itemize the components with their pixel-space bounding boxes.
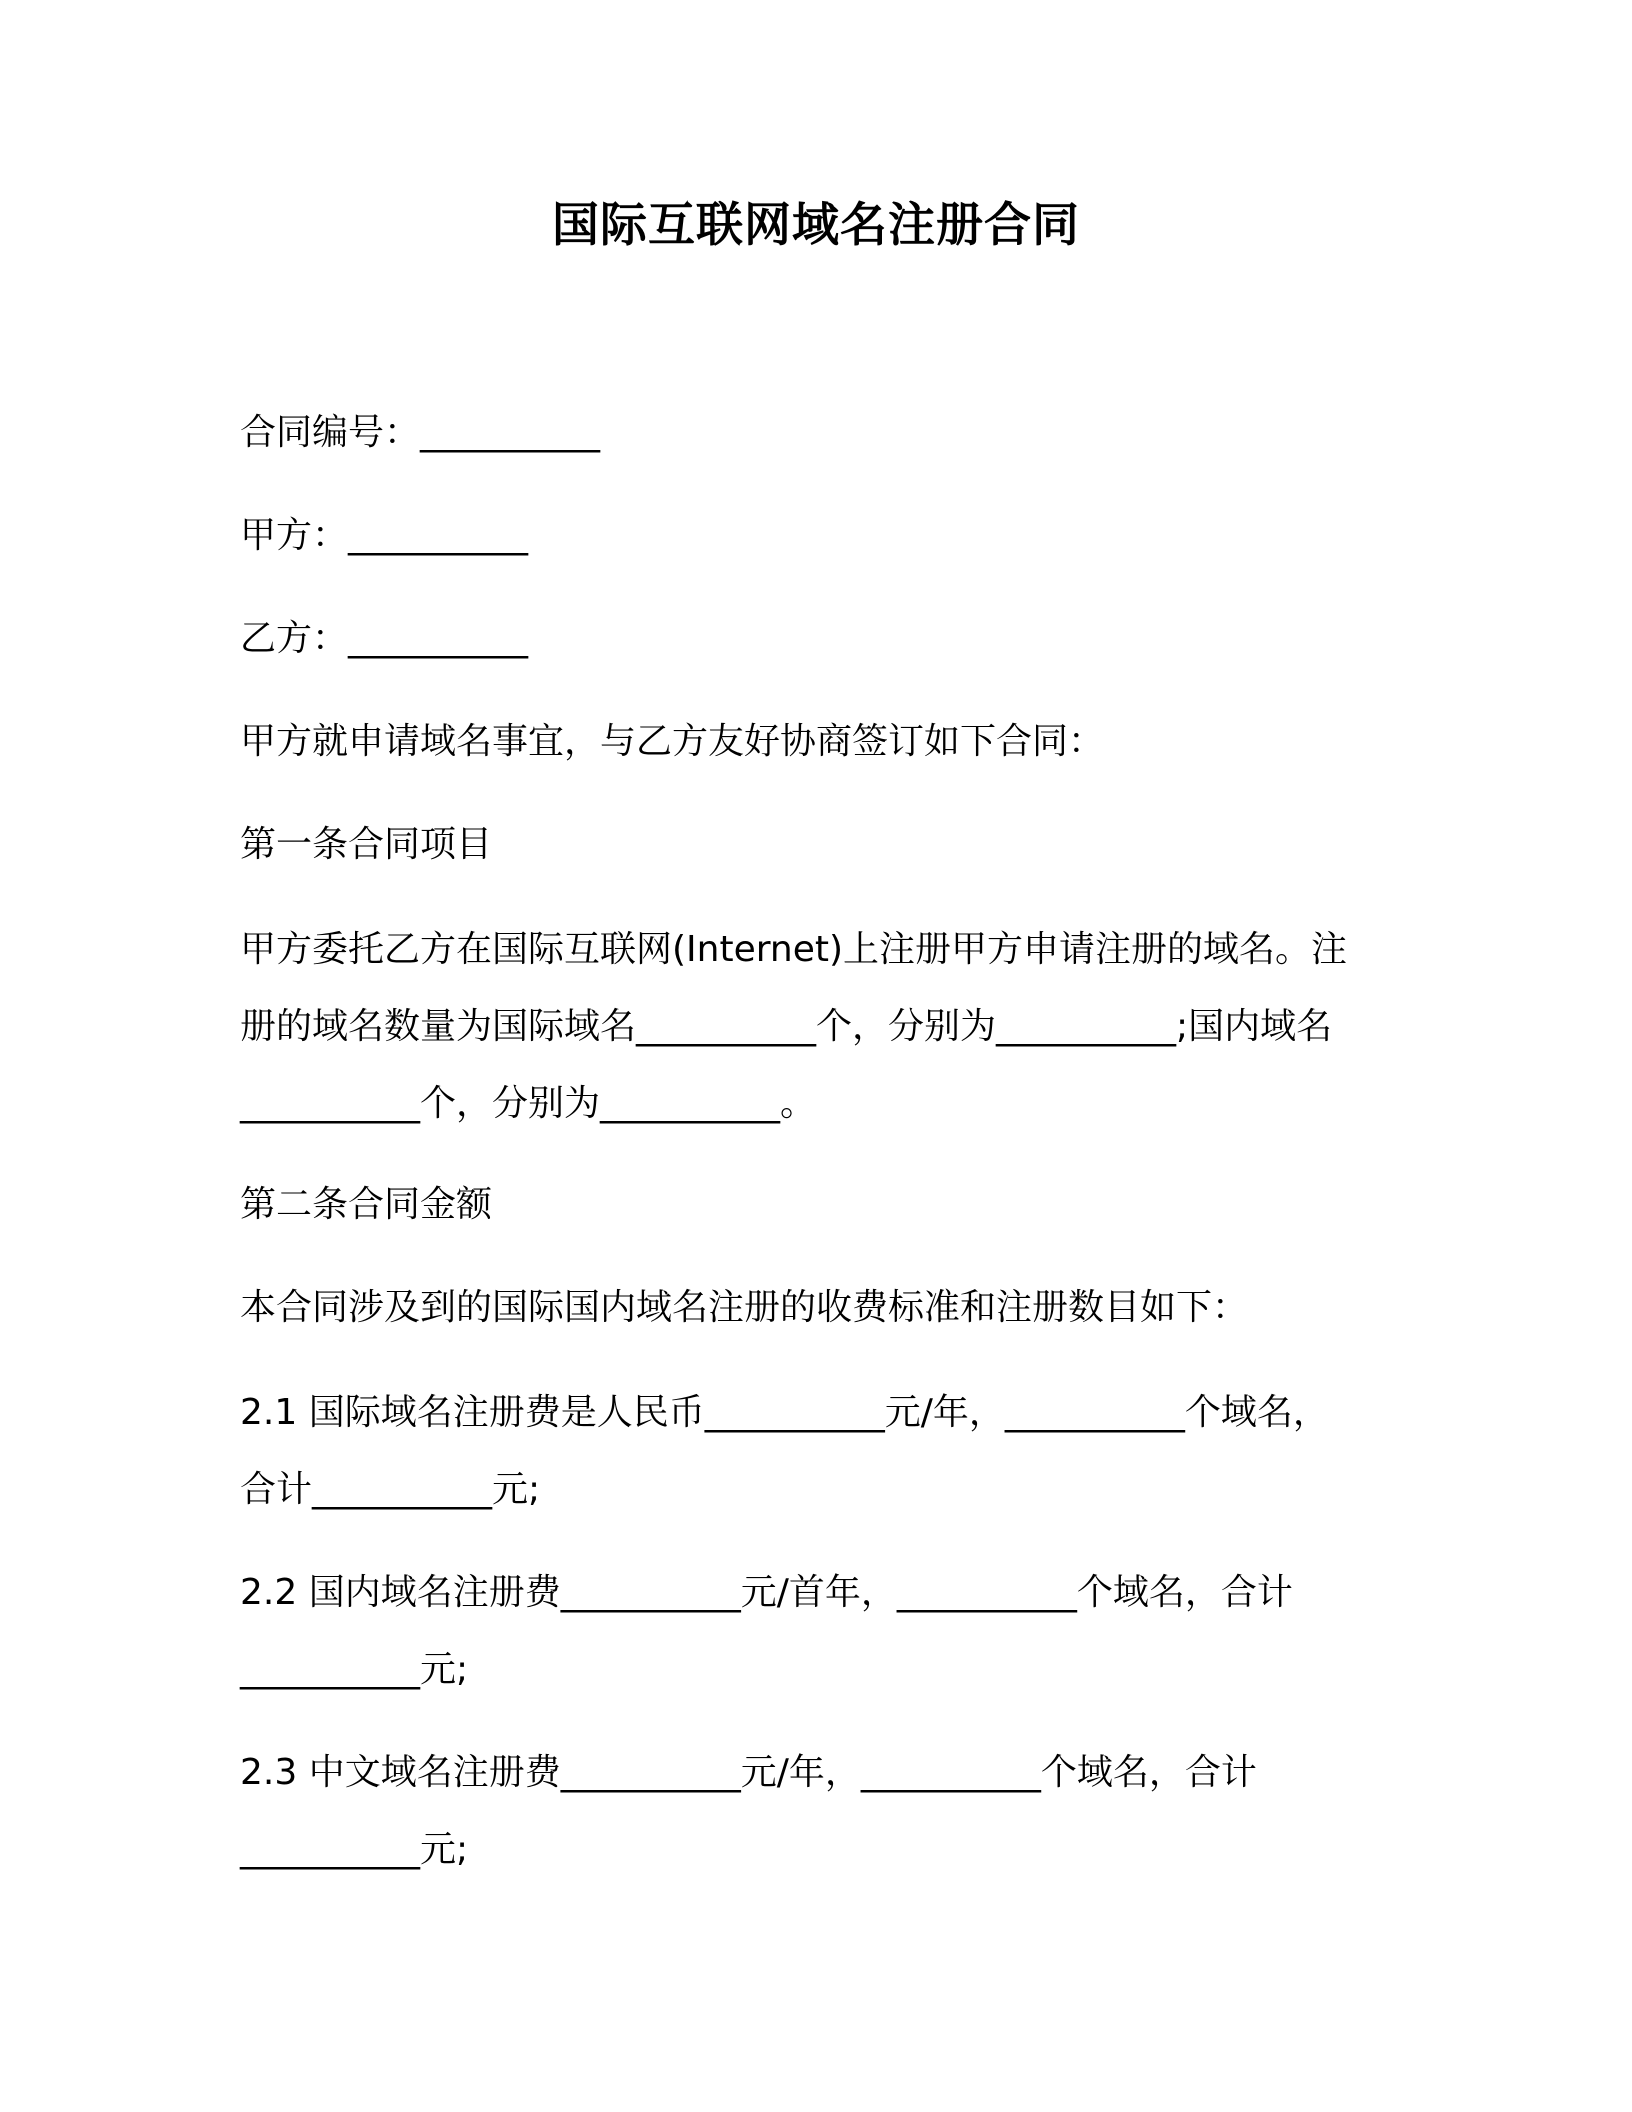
article-2-intro: 本合同涉及到的国际国内域名注册的收费标准和注册数目如下： (240, 1287, 1249, 1328)
clause-2-2-line: __________元; (240, 1649, 469, 1690)
article-1-line: 册的域名数量为国际域名__________个，分别为__________;国内域名 (240, 1006, 1333, 1047)
article-2-heading: 第二条合同金额 (240, 1184, 493, 1225)
clause-2-2 (240, 1554, 1380, 1708)
article-1-line: __________个，分别为__________。 (240, 1083, 817, 1124)
party-a-line: 甲方：__________ (240, 515, 529, 556)
article-1-line: 甲方委托乙方在国际互联网(Internet)上注册甲方申请注册的域名。注 (240, 929, 1348, 970)
party-b-line: 乙方：__________ (240, 618, 529, 659)
article-1-heading: 第一条合同项目 (240, 824, 493, 865)
article-1-body (240, 911, 1380, 1142)
clause-2-1-line: 2.1 国际域名注册费是人民币__________元/年，__________个域名， (240, 1392, 1329, 1433)
clause-2-1 (240, 1374, 1380, 1528)
clause-2-3-line: __________元; (240, 1829, 469, 1870)
clause-2-3-line: 2.3 中文域名注册费__________元/年，__________个域名，合计 (240, 1752, 1257, 1793)
clause-2-2-line: 2.2 国内域名注册费__________元/首年，__________个域名，合计 (240, 1572, 1293, 1613)
clause-2-1-line: 合计__________元; (240, 1469, 541, 1510)
contract-number-line: 合同编号：__________ (240, 412, 601, 453)
document-title: 国际互联网域名注册合同 (552, 198, 1080, 253)
clause-2-3 (240, 1734, 1380, 1888)
intro-paragraph: 甲方就申请域名事宜，与乙方友好协商签订如下合同： (240, 721, 1105, 762)
